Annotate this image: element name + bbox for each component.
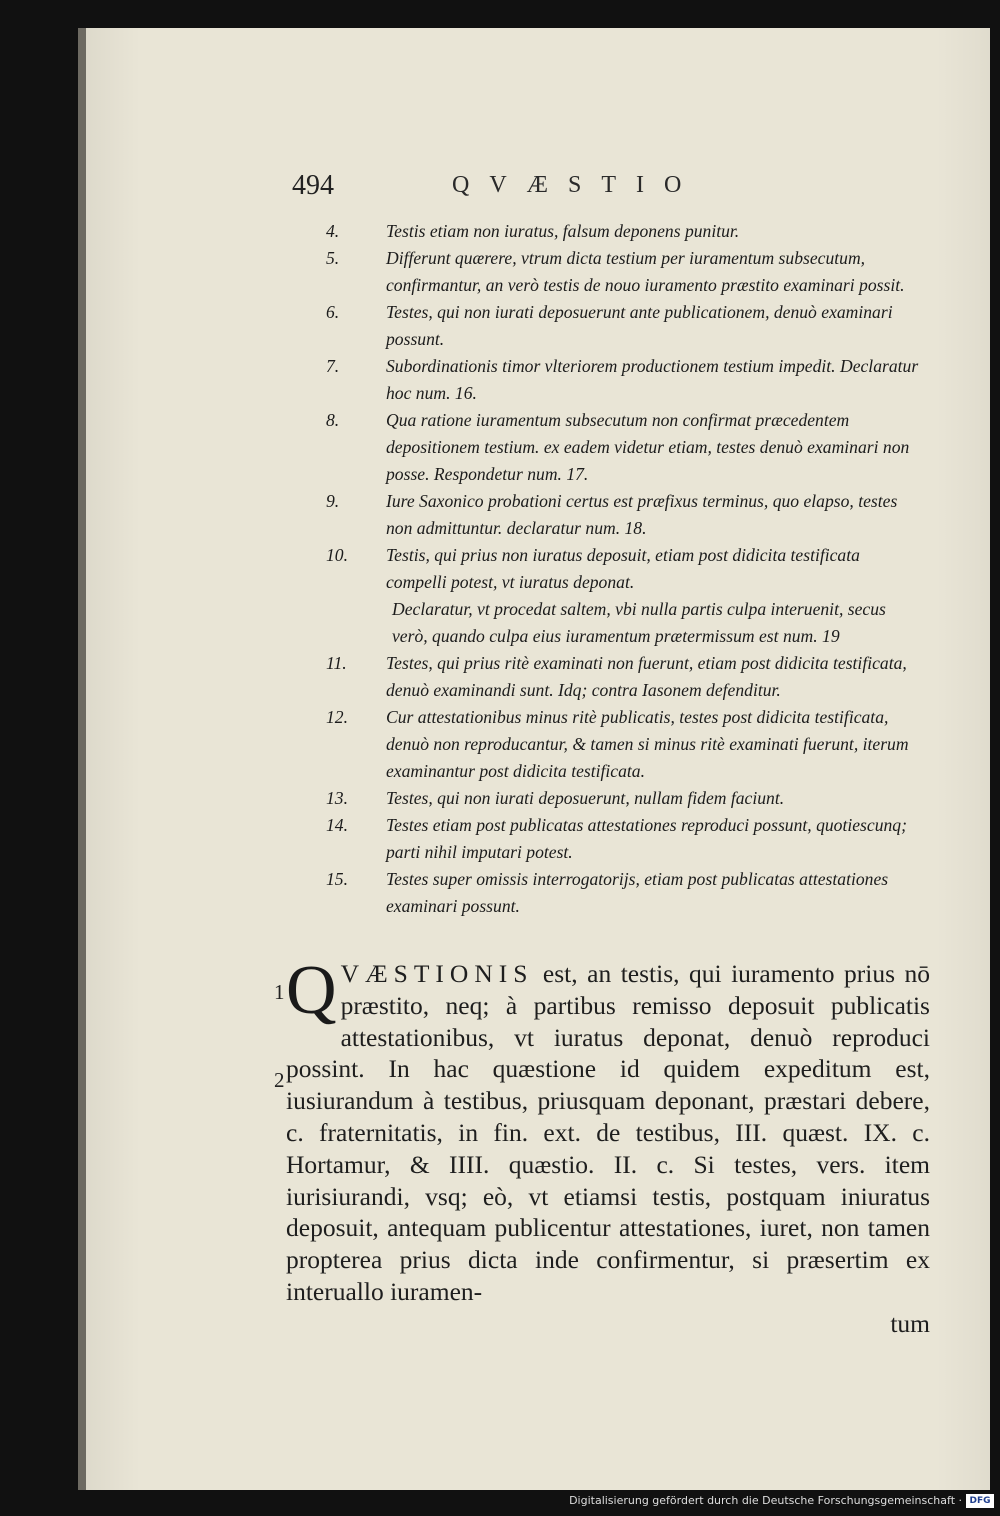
summary-item-text: Testes, qui non iurati deposuerunt, nullam fidem faciunt. [386, 788, 785, 808]
dfg-logo: DFG [966, 1494, 994, 1508]
summary-item [86, 596, 990, 650]
summary-item-text: Testes, qui prius ritè examinati non fuerunt, etiam post didicita testificata, denuò examinandi sunt. Idq; contra Iasonem defenditur. [386, 653, 907, 700]
summary-item-number: 5. [326, 248, 340, 268]
summary-item-text: Cur attestationibus minus ritè publicatis, testes post didicita testificata, denuò non reproducantur, & tamen si minus ritè examinati fuerunt, iterum examinantur post didicita testificata. [386, 707, 909, 781]
margin-note-2: 2 [274, 1068, 285, 1092]
page-number: 494 [292, 170, 334, 201]
summary-item-text: Qua ratione iuramentum subsecutum non confirmat præcedentem depositionem testium. ex eadem videtur etiam, testes denuò examinari non posse. Respondetur num. 17. [386, 410, 910, 484]
summary-item [86, 542, 990, 596]
summary-item [86, 299, 990, 353]
body-paragraph [286, 952, 930, 1340]
book-page [86, 28, 990, 1490]
summary-item-number: 6. [326, 302, 340, 322]
summary-item [86, 353, 990, 407]
summary-item-number: 10. [326, 545, 348, 565]
summary-item [86, 245, 990, 299]
summary-item [86, 488, 990, 542]
summary-item-number: 9. [326, 491, 340, 511]
summary-item-text: Iure Saxonico probationi certus est præfixus terminus, quo elapso, testes non admittuntur. declaratur num. 18. [386, 491, 898, 538]
page-edge [78, 28, 86, 1490]
funding-credit: Digitalisierung gefördert durch die Deutsche Forschungsgemeinschaft · [569, 1494, 962, 1507]
summary-item [86, 812, 990, 866]
page-header [86, 166, 990, 210]
summary-list [86, 218, 990, 920]
summary-item-number: 4. [326, 221, 340, 241]
summary-item-text: Differunt quærere, vtrum dicta testium per iuramentum subsecutum, confirmantur, an verò testis de nouo iuramento præstito examinari possit. [386, 248, 905, 295]
summary-item-number: 7. [326, 356, 340, 376]
summary-item-text: Testes super omissis interrogatorijs, etiam post publicatas attestationes examinari possunt. [386, 869, 889, 916]
summary-item-number: 14. [326, 815, 348, 835]
summary-item-number: 8. [326, 410, 340, 430]
margin-note-1: 1 [274, 980, 285, 1004]
summary-item-number: 12. [326, 707, 348, 727]
lead-word: VÆSTIONIS [340, 959, 534, 988]
summary-item-number: 11. [326, 653, 347, 673]
summary-item-text: Testes etiam post publicatas attestationes reproduci possunt, quotiescunq; parti nihil imputari potest. [386, 815, 907, 862]
running-head: QVÆSTIO [452, 172, 702, 198]
drop-cap: Q [286, 952, 337, 1029]
summary-item-number: 15. [326, 869, 348, 889]
summary-item [86, 785, 990, 812]
summary-item-text: Testis etiam non iuratus, falsum deponens punitur. [386, 221, 740, 241]
summary-item [86, 704, 990, 785]
summary-item-number: 13. [326, 788, 348, 808]
summary-item [86, 866, 990, 920]
footer-bar [0, 1490, 1000, 1516]
catchword: tum [890, 1308, 930, 1338]
summary-item [86, 218, 990, 245]
summary-item-text: Subordinationis timor vlteriorem productionem testium impedit. Declaratur hoc num. 16. [386, 356, 919, 403]
summary-item-text: Testes, qui non iurati deposuerunt ante publicationem, denuò examinari possunt. [386, 302, 893, 349]
body-text: est, an testis, qui iuramento prius nō præstito, neq; à partibus remisso deposuit publicatis attestationibus, vt iuratus deponat, denuò reproduci possint. In hac quæstione id quidem expeditum est, iusiurandum à testibus, priusquam deponant, præstari debere, c. fraternitatis, in fin. ext. de testibus, III. quæst. IX. c. Hortamur, & IIII. quæstio. II. c. Si testes, vers. item iurisiurandi, vsq; eò, vt etiamsi testis, postquam iniuratus deposuit, antequam publicentur attestationes, iuret, non tamen propterea prius dicta inde confirmentur, si præsertim ex interuallo iuramen- [286, 959, 930, 1306]
summary-item-text: Declaratur, vt procedat saltem, vbi nulla partis culpa interuenit, secus verò, quando culpa eius iuramentum prætermissum est num. 19 [392, 599, 886, 646]
summary-item [86, 407, 990, 488]
summary-item [86, 650, 990, 704]
summary-item-text: Testis, qui prius non iuratus deposuit, etiam post didicita testificata compelli potest, vt iuratus deponat. [386, 545, 860, 592]
